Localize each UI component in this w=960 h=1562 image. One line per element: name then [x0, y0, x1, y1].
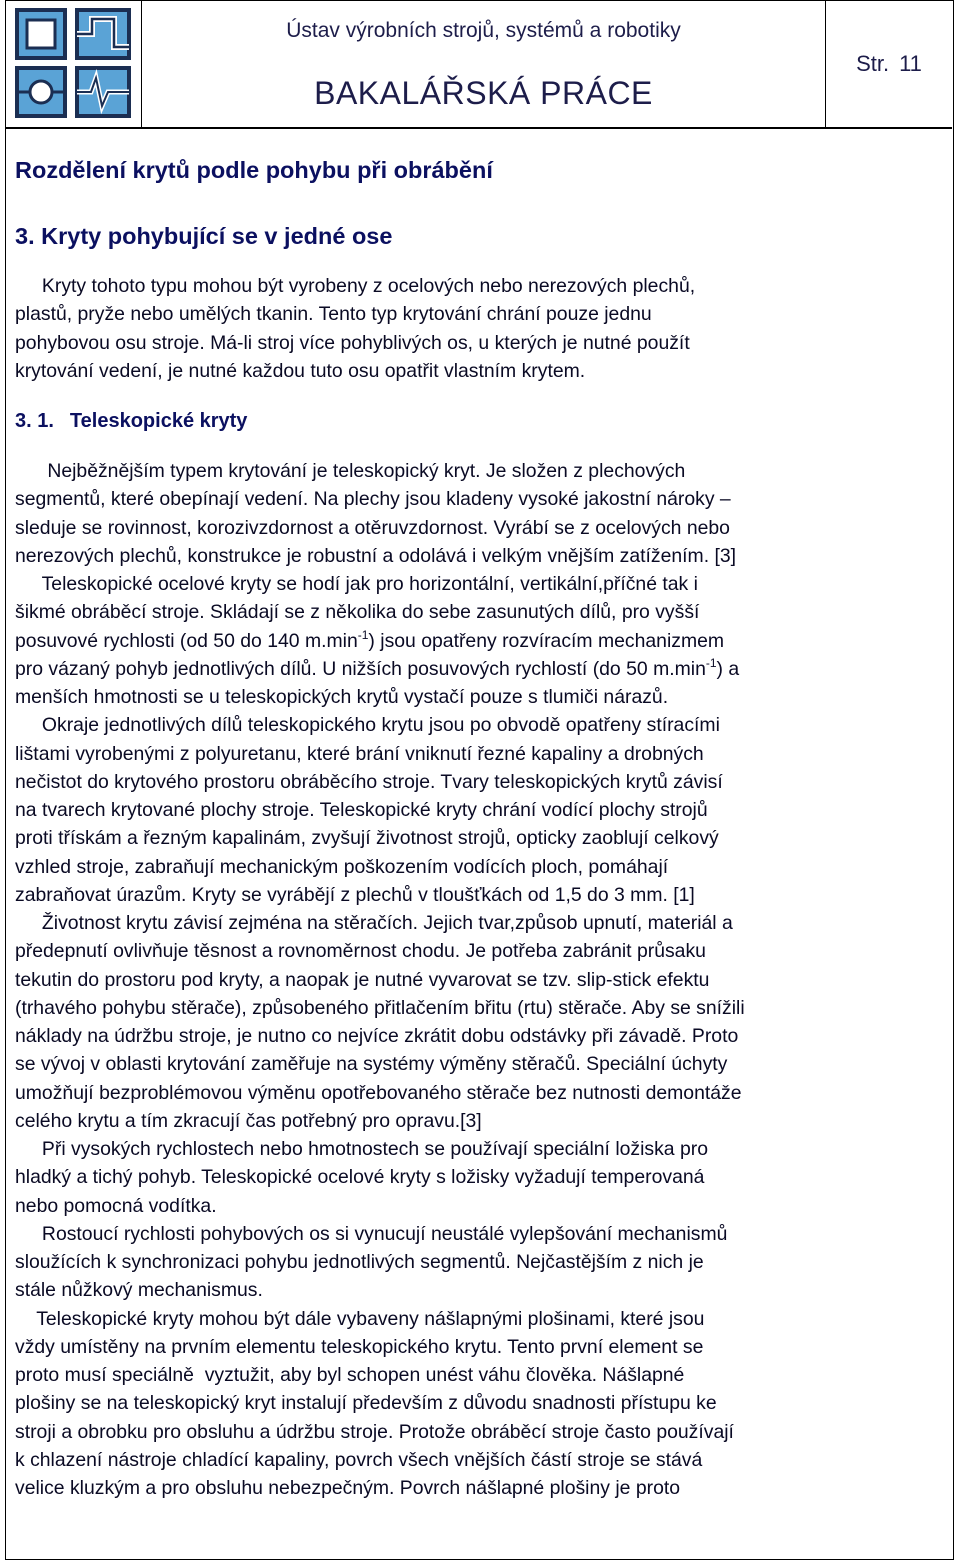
- text-line: sloužících k synchronizaci pohybu jednotlivých segmentů. Nejčastějším z nich je: [15, 1251, 704, 1273]
- body-text: [15, 457, 947, 1502]
- text-line: umožňují bezproblémovou výměnu opotřebovaného stěrače bez nutnosti demontáže: [15, 1081, 742, 1104]
- text-line: Okraje jednotlivých dílů teleskopického krytu jsou po obvodě opatřeny stíracími: [15, 714, 720, 737]
- header-title-cell: [142, 1, 826, 127]
- text-line: Při vysokých rychlostech nebo hmotnostech se používají speciální ložiska pro: [15, 1138, 709, 1160]
- subsubsection-number: 3. 1.: [15, 410, 54, 432]
- intro-paragraph: [15, 272, 947, 385]
- text-line: šikmé obráběcí stroje. Skládají se z několika do sebe zasunutých dílů, pro vyšší: [15, 601, 700, 624]
- faculty-logo-icon: [14, 7, 134, 121]
- text-line: Životnost krytu závisí zejména na stěračích. Jejich tvar,způsob upnutí, materiál a: [15, 912, 733, 934]
- text-line: vzhled stroje, zabraňují mechanickým poškozením vodících ploch, pomáhají: [15, 855, 669, 878]
- text-line: proti třískám a řezným kapalinám, zvyšují životnost strojů, opticky zaoblují celkový: [15, 827, 719, 850]
- text-segment: pro vázaný pohyb jednotlivých dílů. U nižších posuvových rychlostí (do 50 m.min: [15, 657, 706, 680]
- text-line: sleduje se rovinnost, korozivzdornost a otěruvzdornost. Vyrábí se z ocelových nebo: [15, 516, 730, 539]
- document-page: [5, 0, 954, 1560]
- text-segment: ) a: [716, 657, 740, 680]
- text-line: [15, 627, 947, 655]
- page-header: [6, 1, 952, 129]
- text-line: Teleskopické kryty mohou být dále vybaveny nášlapnými plošinami, které jsou: [15, 1307, 705, 1330]
- text-line: nečistot do krytového prostoru obráběcího stroje. Tvary teleskopických krytů závisí: [15, 770, 723, 793]
- text-line: Rostoucí rychlosti pohybových os si vynucují neustálé vylepšování mechanismů: [15, 1222, 728, 1245]
- text-segment: ) jsou opatřeny rozvíracím mechanizmem: [368, 629, 725, 652]
- text-line: pohybovou osu stroje. Má-li stroj více pohyblivých os, u kterých je nutné použít: [15, 331, 690, 354]
- logo-cell: [6, 1, 142, 127]
- text-segment: posuvové rychlosti (od 50 do 140 m.min: [15, 629, 358, 652]
- text-line: Kryty tohoto typu mohou být vyrobeny z ocelových nebo nerezových plechů,: [15, 275, 696, 297]
- text-line: k chlazení nástroje chladící kapaliny, povrch všech vnějších částí stroje se stává: [15, 1448, 703, 1471]
- institute-name: Ústav výrobních strojů, systémů a robotiky: [286, 19, 681, 42]
- text-line: [15, 655, 947, 683]
- text-line: segmentů, které obepínají vedení. Na plechy jsou kladeny vysoké jakostní nároky –: [15, 488, 731, 511]
- text-line: na tvarech krytované plochy stroje. Teleskopické kryty chrání vodící plochy strojů: [15, 799, 708, 821]
- text-line: nebo pomocná vodítka.: [15, 1194, 217, 1217]
- text-line: plošiny se na teleskopický kryt instalují především z důvodu snadnosti přístupu ke: [15, 1392, 717, 1415]
- text-line: (trhavého pohybu stěrače), způsobeného přitlačením břitu (rtu) stěrače. Aby se snížili: [15, 996, 745, 1019]
- superscript: -1: [705, 655, 717, 670]
- text-line: náklady na údržbu stroje, je nutno co nejvíce zkrátit dobu odstávky při závadě. Proto: [15, 1025, 739, 1047]
- text-line: vždy umístěny na prvním elementu teleskopického krytu. Tento první element se: [15, 1335, 704, 1358]
- subsubsection-heading: [15, 407, 947, 435]
- text-line: stále nůžkový mechanismus.: [15, 1279, 263, 1302]
- text-line: celého krytu a tím zkracují čas potřebný pro opravu.[3]: [15, 1109, 482, 1132]
- text-line: stroji a obrobku pro obsluhu a údržbu stroje. Protože obráběcí stroje často používají: [15, 1420, 734, 1443]
- text-line: tekutin do prostoru pod kryty, a naopak je nutné vyvarovat se tzv. slip-stick efektu: [15, 968, 710, 991]
- page-number: 11: [899, 51, 922, 76]
- text-line: se vývoj v oblasti krytování zaměřuje na systémy výměny stěračů. Speciální úchyty: [15, 1053, 728, 1076]
- text-line: Nejběžnějším typem krytování je teleskopický kryt. Je složen z plechových: [15, 460, 686, 482]
- text-line: plastů, pryže nebo umělých tkanin. Tento typ krytování chrání pouze jednu: [15, 303, 652, 326]
- text-line: zabraňovat úrazům. Kryty se vyrábějí z plechů v tloušťkách od 1,5 do 3 mm. [1]: [15, 883, 695, 906]
- section-title: Rozdělení krytů podle pohybu při obrábění: [15, 157, 493, 183]
- text-line: krytování vedení, je nutné každou tuto osu opatřit vlastním krytem.: [15, 359, 586, 382]
- text-line: předepnutí ovlivňuje těsnost a rovnoměrnost chodu. Je potřeba zabránit průsaku: [15, 940, 706, 963]
- page-label: Str.: [856, 51, 890, 76]
- text-line: lištami vyrobenými z polyuretanu, které brání vniknutí řezné kapaliny a drobných: [15, 742, 704, 765]
- page-content: [15, 151, 947, 1502]
- text-line: hladký a tichý pohyb. Teleskopické ocelové kryty s ložisky vyžadují temperovaná: [15, 1166, 705, 1189]
- text-line: velice kluzkým a pro obsluhu nebezpečným. Povrch nášlapné plošiny je proto: [15, 1477, 681, 1499]
- document-type: BAKALÁŘSKÁ PRÁCE: [314, 75, 653, 111]
- text-line: nerezových plechů, konstrukce je robustní a odolává i velkým vnějším zatížením. [3]: [15, 544, 737, 567]
- page-number-cell: [826, 1, 952, 127]
- subsection-title: 3. Kryty pohybující se v jedné ose: [15, 223, 393, 249]
- text-line: proto musí speciálně vyztužit, aby byl schopen unést váhu člověka. Nášlapné: [15, 1364, 685, 1386]
- superscript: -1: [357, 627, 369, 642]
- subsubsection-title: Teleskopické kryty: [69, 410, 248, 432]
- text-line: Teleskopické ocelové kryty se hodí jak pro horizontální, vertikální,příčné tak i: [15, 573, 698, 595]
- text-line: menších hmotnosti se u teleskopických krytů vystačí pouze s tlumiči nárazů.: [15, 686, 669, 708]
